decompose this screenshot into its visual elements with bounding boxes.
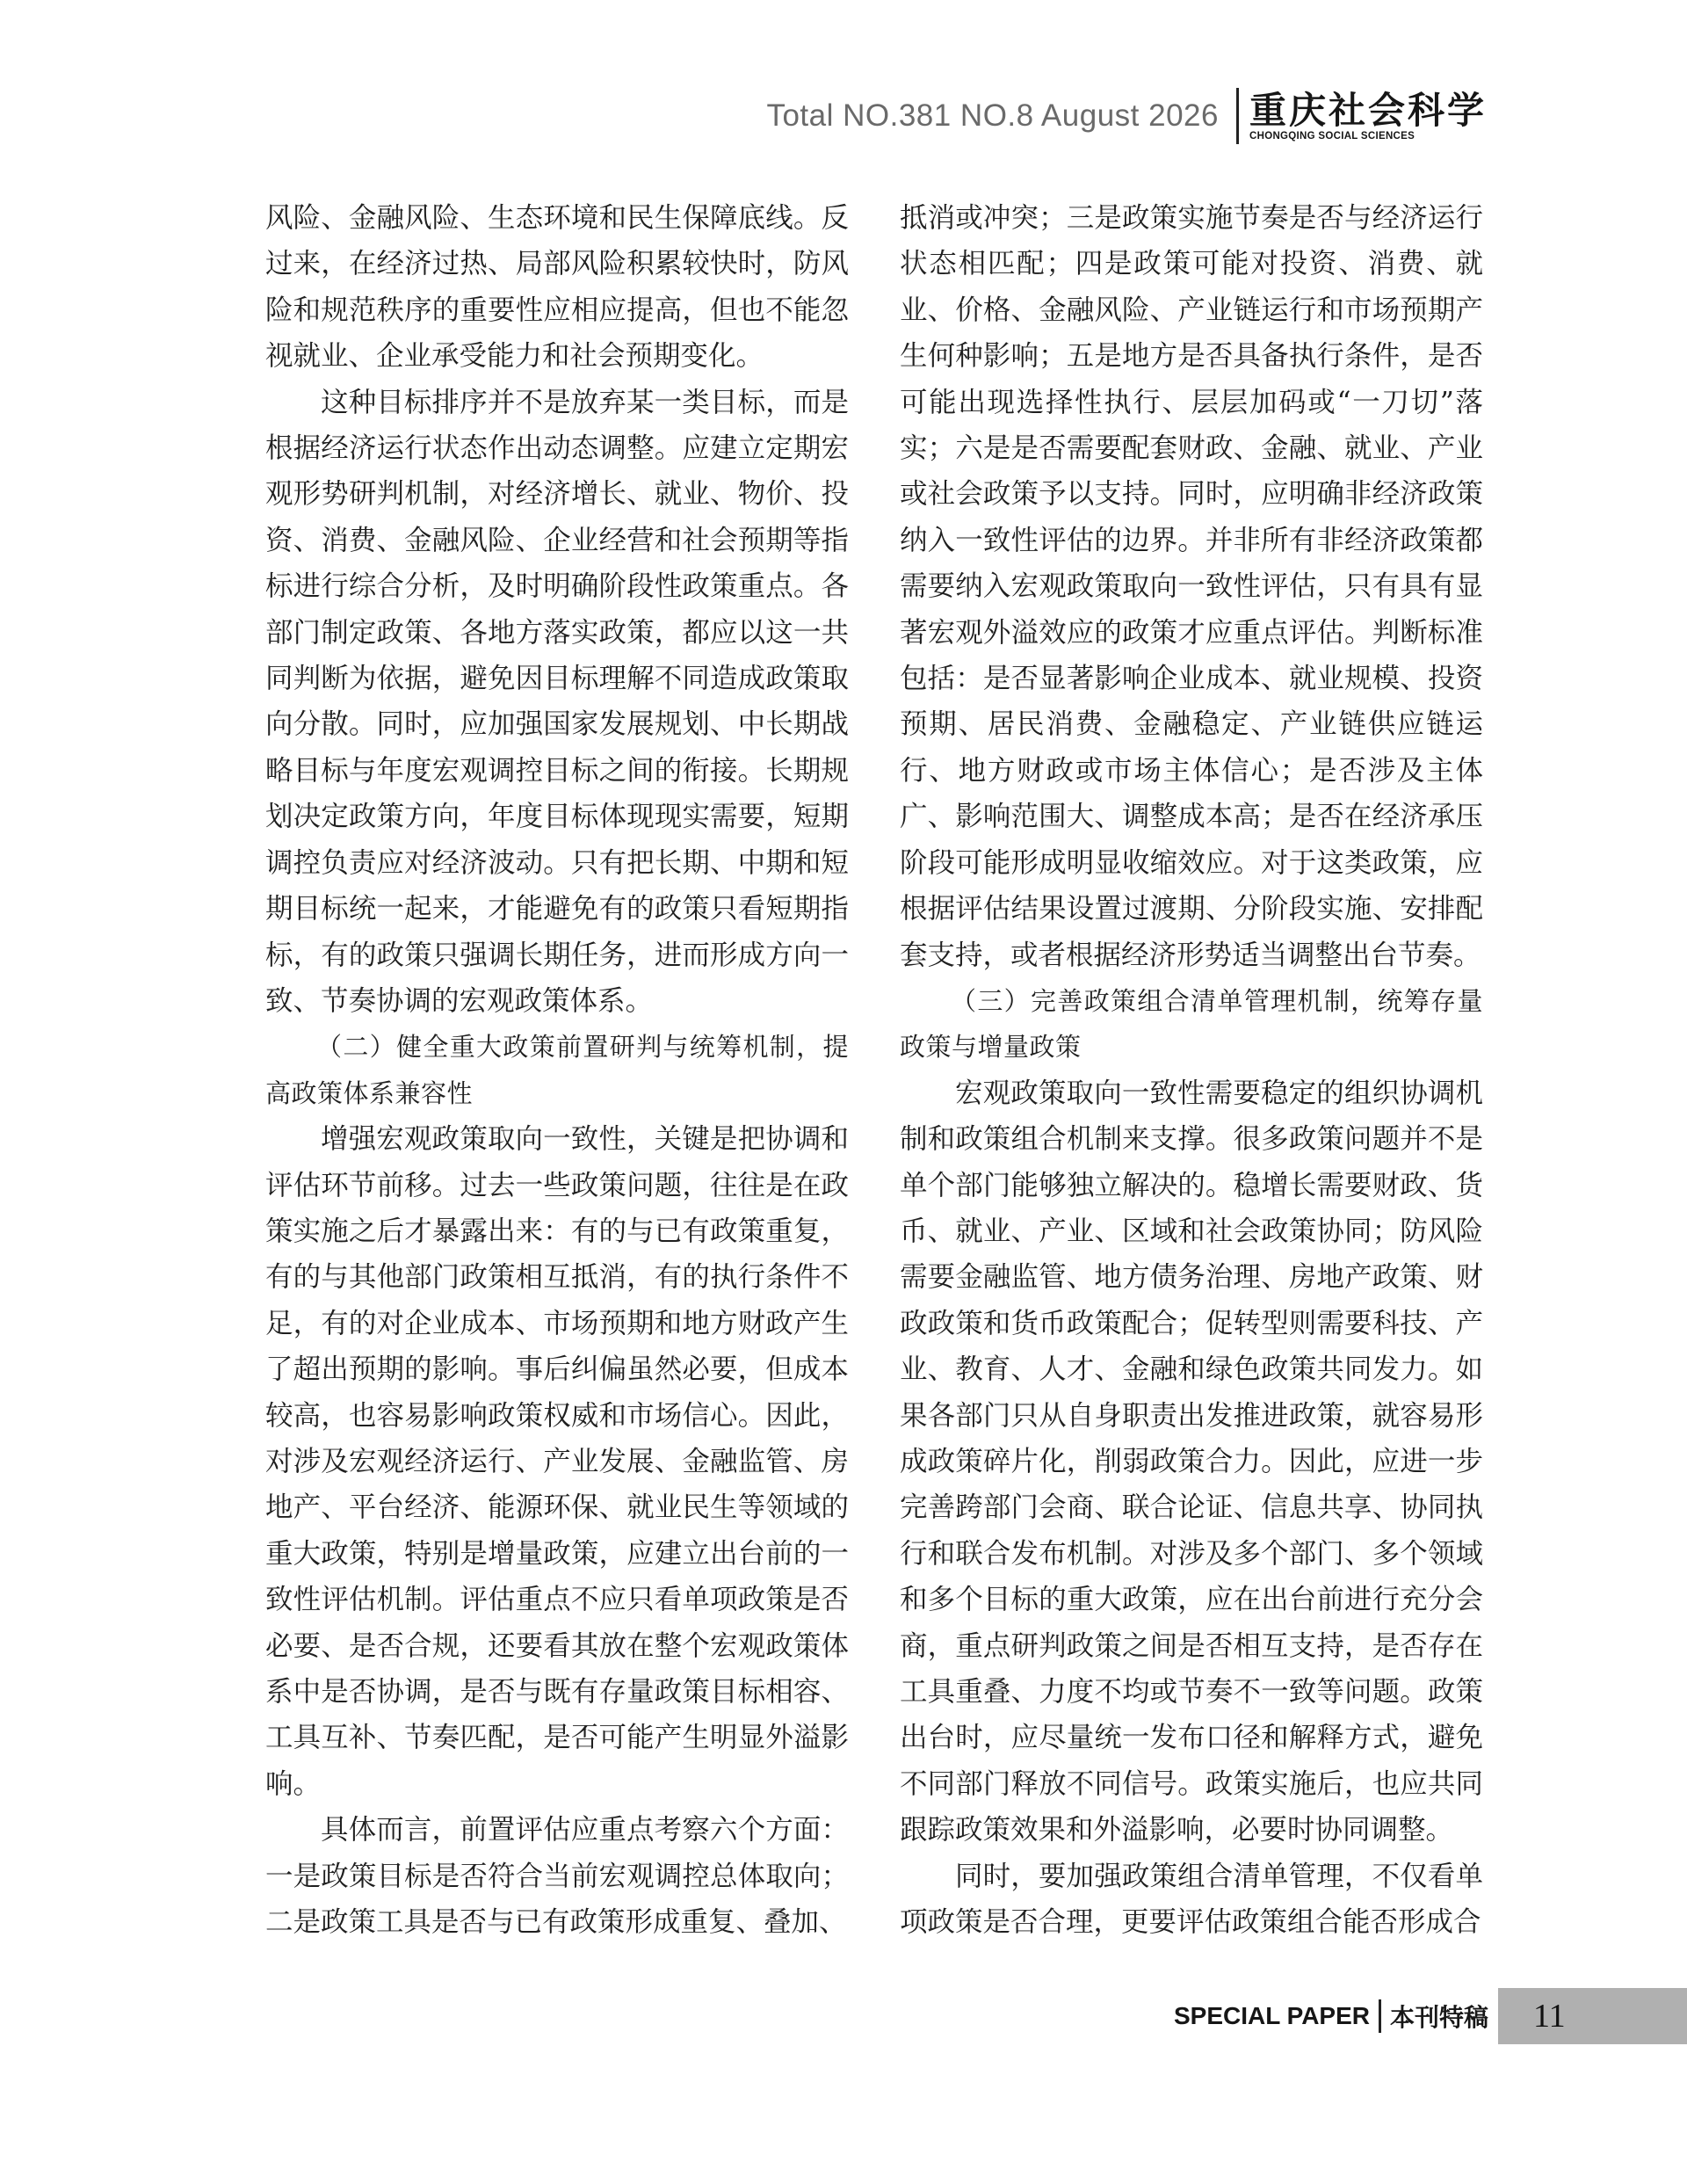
page-number: 11 — [1533, 1998, 1566, 2035]
paragraph: 风险、金融风险、生态环境和民生保障底线。反过来，在经济过热、局部风险积累较快时，防风险和规范秩序的重要性应相应提高，但也不能忽视就业、企业承受能力和社会预期变化。 — [265, 202, 849, 373]
right-column — [900, 195, 1483, 1945]
paragraph: 同时，要加强政策组合清单管理，不仅看单项政策是否合理，更要评估政策组合能否形成合 — [900, 1860, 1483, 1939]
footer-divider — [1379, 1999, 1381, 2033]
issue-info: Total NO.381 NO.8 August 2026 — [766, 98, 1219, 133]
section-heading: （三）完善政策组合清单管理机制，统筹存量政策与增量政策 — [900, 985, 1483, 1063]
paragraph: 具体而言，前置评估应重点考察六个方面：一是政策目标是否符合当前宏观调控总体取向；二是政策工具是否与已有政策形成重复、叠加、 — [265, 1814, 849, 1939]
section-label-cn: 本刊特稿 — [1389, 2004, 1488, 2031]
left-column — [265, 195, 849, 1945]
section-label-en: SPECIAL PAPER — [1173, 2002, 1370, 2029]
paragraph: 抵消或冲突；三是政策实施节奏是否与经济运行状态相匹配；四是政策可能对投资、消费、就业、价格、金融风险、产业链运行和市场预期产生何种影响；五是地方是否具备执行条件，是否可能出现选择性执行、层层加码或“一刀切”落实；六是是否需要配套财政、金融、就业、产业或社会政策予以支持。同时，应明确非经济政策纳入一致性评估的边界。并非所有非经济政策都需要纳入宏观政策取向一致性评估，只有具有显著宏观外溢效应的政策才应重点评估。判断标准包括：是否显著影响企业成本、就业规模、投资预期、居民消费、金融稳定、产业链供应链运行、地方财政或市场主体信心；是否涉及主体广、影响范围大、调整成本高；是否在经济承压阶段可能形成明显收缩效应。对于这类政策，应根据评估结果设置过渡期、分阶段实施、安排配套支持，或者根据经济形势适当调整出台节奏。 — [900, 202, 1483, 971]
journal-name-en: CHONGQING SOCIAL SCIENCES — [1249, 131, 1415, 141]
paragraph: 这种目标排序并不是放弃某一类目标，而是根据经济运行状态作出动态调整。应建立定期宏观形势研判机制，对经济增长、就业、物价、投资、消费、金融风险、企业经营和社会预期等指标进行综合分析，及时明确阶段性政策重点。各部门制定政策、各地方落实政策，都应以这一共同判断为依据，避免因目标理解不同造成政策取向分散。同时，应加强国家发展规划、中长期战略目标与年度宏观调控目标之间的衔接。长期规划决定政策方向，年度目标体现现实需要，短期调控负责应对经济波动。只有把长期、中期和短期目标统一起来，才能避免有的政策只看短期指标，有的政策只强调长期任务，进而形成方向一致、节奏协调的宏观政策体系。 — [265, 386, 849, 1017]
header-divider — [1236, 88, 1239, 144]
section-heading: （二）健全重大政策前置研判与统筹机制，提高政策体系兼容性 — [265, 1032, 849, 1108]
page-footer — [0, 1988, 1687, 2044]
paragraph: 宏观政策取向一致性需要稳定的组织协调机制和政策组合机制来支撑。很多政策问题并不是单个部门能够独立解决的。稳增长需要财政、货币、就业、产业、区域和社会政策协同；防风险需要金融监管、地方债务治理、房地产政策、财政政策和货币政策配合；促转型则需要科技、产业、教育、人才、金融和绿色政策共同发力。如果各部门只从自身职责出发推进政策，就容易形成政策碎片化，削弱政策合力。因此，应进一步完善跨部门会商、联合论证、信息共享、协同执行和联合发布机制。对涉及多个部门、多个领域和多个目标的重大政策，应在出台前进行充分会商，重点研判政策之间是否相互支持，是否存在工具重叠、力度不均或节奏不一致等问题。政策出台时，应尽量统一发布口径和解释方式，避免不同部门释放不同信号。政策实施后，也应共同跟踪政策效果和外溢影响，必要时协同调整。 — [900, 1077, 1483, 1847]
journal-name-cn: 重庆社会科学 — [1249, 89, 1487, 132]
section-label — [1174, 1988, 1488, 2044]
journal-logo — [1249, 91, 1487, 141]
paragraph: 增强宏观政策取向一致性，关键是把协调和评估环节前移。过去一些政策问题，往往是在政策实施之后才暴露出来：有的与已有政策重复，有的与其他部门政策相互抵消，有的执行条件不足，有的对企业成本、市场预期和地方财政产生了超出预期的影响。事后纠偏虽然必要，但成本较高，也容易影响政策权威和市场信心。因此，对涉及宏观经济运行、产业发展、金融监管、房地产、平台经济、能源环保、就业民生等领域的重大政策，特别是增量政策，应建立出台前的一致性评估机制。评估重点不应只看单项政策是否必要、是否合规，还要看其放在整个宏观政策体系中是否协调，是否与既有存量政策目标相容、工具互补、节奏匹配，是否可能产生明显外溢影响。 — [265, 1123, 849, 1800]
page-header — [766, 81, 1487, 151]
page-number-box — [1498, 1988, 1687, 2044]
